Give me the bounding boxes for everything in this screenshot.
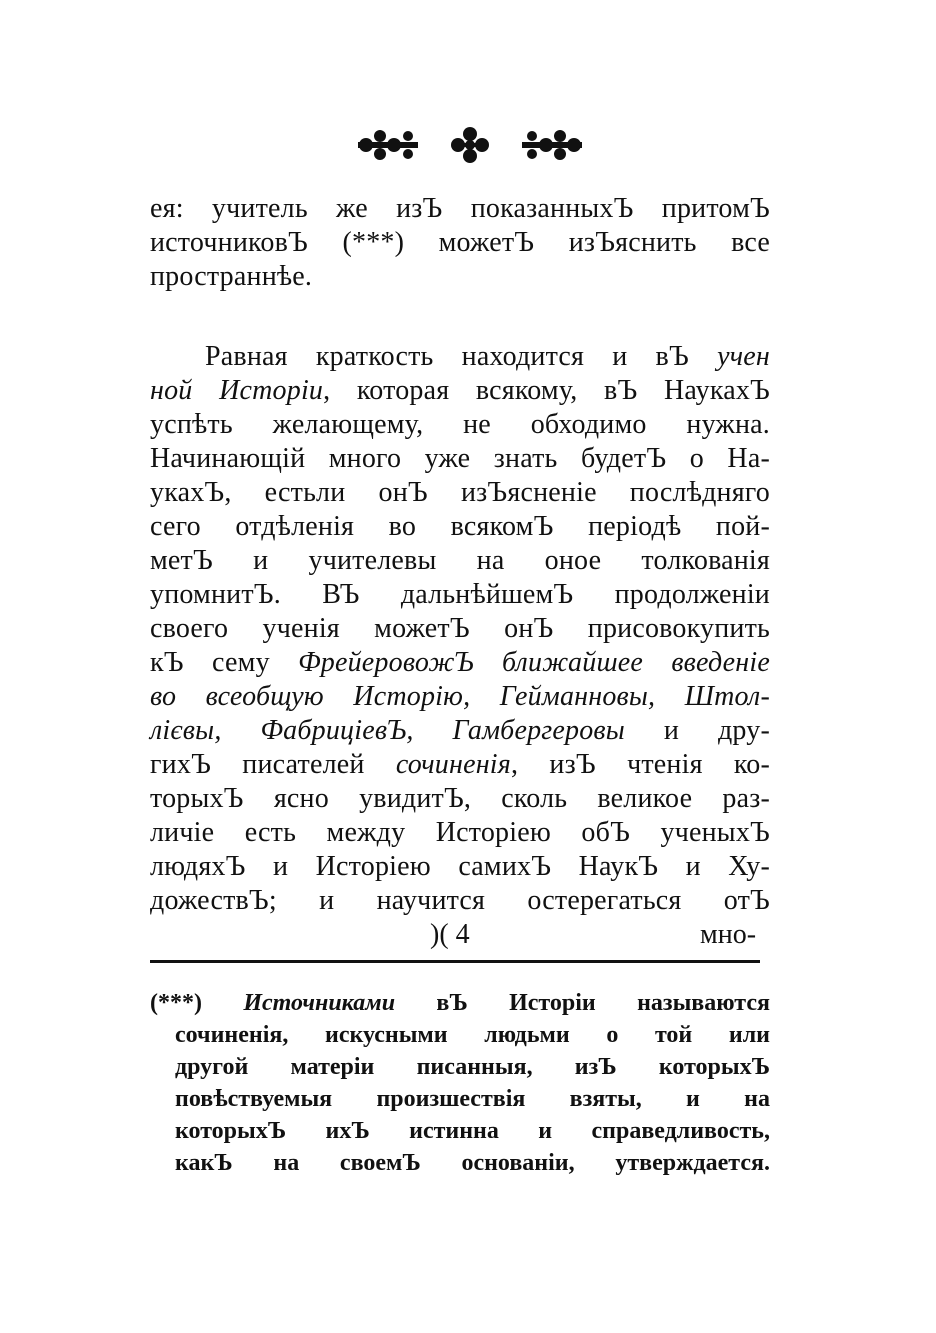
italic-run: лієвы, ФабриціевЪ, Гамбергеровы	[150, 715, 625, 746]
paragraph2-line-10	[150, 646, 770, 680]
paragraph2-line-8: упомнитЪ. ВЪ дальнѣйшемЪ продолженіи	[150, 579, 770, 610]
paragraph2-line-7: метЪ и учителевы на оное толкованія	[150, 545, 770, 576]
paragraph1-line-3: пространнѣе.	[150, 261, 313, 292]
paragraph1-line-1: ея: учитель же изЪ показанныхЪ притомЪ	[150, 193, 770, 224]
signature-mark: )( 4	[430, 919, 470, 950]
header-ornament-icon	[350, 122, 590, 168]
paragraph2-line-1	[205, 340, 770, 374]
italic-run: во всеобщую Исторію, Гейманновы, Штол-	[150, 681, 770, 712]
footnote-line-6: какЪ на своемЪ основаніи, утверждается.	[175, 1150, 770, 1176]
italic-run: Источниками	[243, 990, 396, 1016]
paragraph2-line-9: своего ученія можетЪ онЪ присовокупить	[150, 613, 770, 644]
text-run: вЪ Исторіи называются	[395, 990, 771, 1016]
paragraph2-line-2	[150, 374, 770, 408]
footnote-line-4: повѣствуемыя произшествія взяты, и на	[175, 1086, 770, 1112]
footnote-rule	[150, 960, 760, 963]
fleuron-ornament-icon	[350, 122, 590, 168]
text-run: кЪ сему	[150, 647, 299, 678]
footnote-line-2: сочиненія, искусными людьми о той или	[175, 1022, 770, 1048]
footnote-line-1	[150, 988, 770, 1018]
paragraph1-line-2: источниковЪ (***) можетЪ изЪяснить все	[150, 227, 770, 258]
italic-run: сочиненія	[395, 749, 511, 780]
text-run: и дру-	[624, 715, 770, 746]
text-run: Равная краткость находится и вЪ	[205, 341, 718, 372]
paragraph2-line-5: укахЪ, естьли онЪ изЪясненіе послѣдняго	[150, 477, 770, 508]
footnote-line-5: которыхЪ ихЪ истинна и справедливость,	[175, 1118, 770, 1144]
text-run: гихЪ писателей	[150, 749, 396, 780]
italic-run: ной Исторіи	[150, 375, 324, 406]
italic-run: ФрейеровожЪ ближайшее введеніе	[298, 647, 770, 678]
text-run: , изЪ чтенія ко-	[510, 749, 770, 780]
paragraph2-line-13	[150, 748, 770, 782]
paragraph2-line-17: дожествЪ; и научится остерегаться отЪ	[150, 885, 770, 916]
paragraph2-line-11	[150, 680, 770, 714]
paragraph2-line-16: людяхЪ и Исторіею самихЪ НаукЪ и Ху-	[150, 851, 770, 882]
italic-run: учен	[717, 341, 770, 372]
paragraph2-line-12	[150, 714, 770, 748]
paragraph2-line-6: сего отдѣленія во всякомЪ періодѣ пой-	[150, 511, 770, 542]
paragraph2-line-3: успѣть желающему, не обходимо нужна.	[150, 409, 770, 440]
footnote-marker: (***)	[150, 990, 202, 1016]
footnote-line-3: другой матеріи писанныя, изЪ которыхЪ	[175, 1054, 770, 1080]
catchword: мно-	[700, 919, 757, 950]
text-run: , которая всякому, вЪ НаукахЪ	[323, 375, 770, 406]
paragraph2-line-14: торыхЪ ясно увидитЪ, сколь великое раз-	[150, 783, 770, 814]
paragraph2-line-4: Начинающій много уже знать будетЪ о На-	[150, 443, 770, 474]
paragraph2-line-15: личіе есть между Исторіею обЪ ученыхЪ	[150, 817, 770, 848]
